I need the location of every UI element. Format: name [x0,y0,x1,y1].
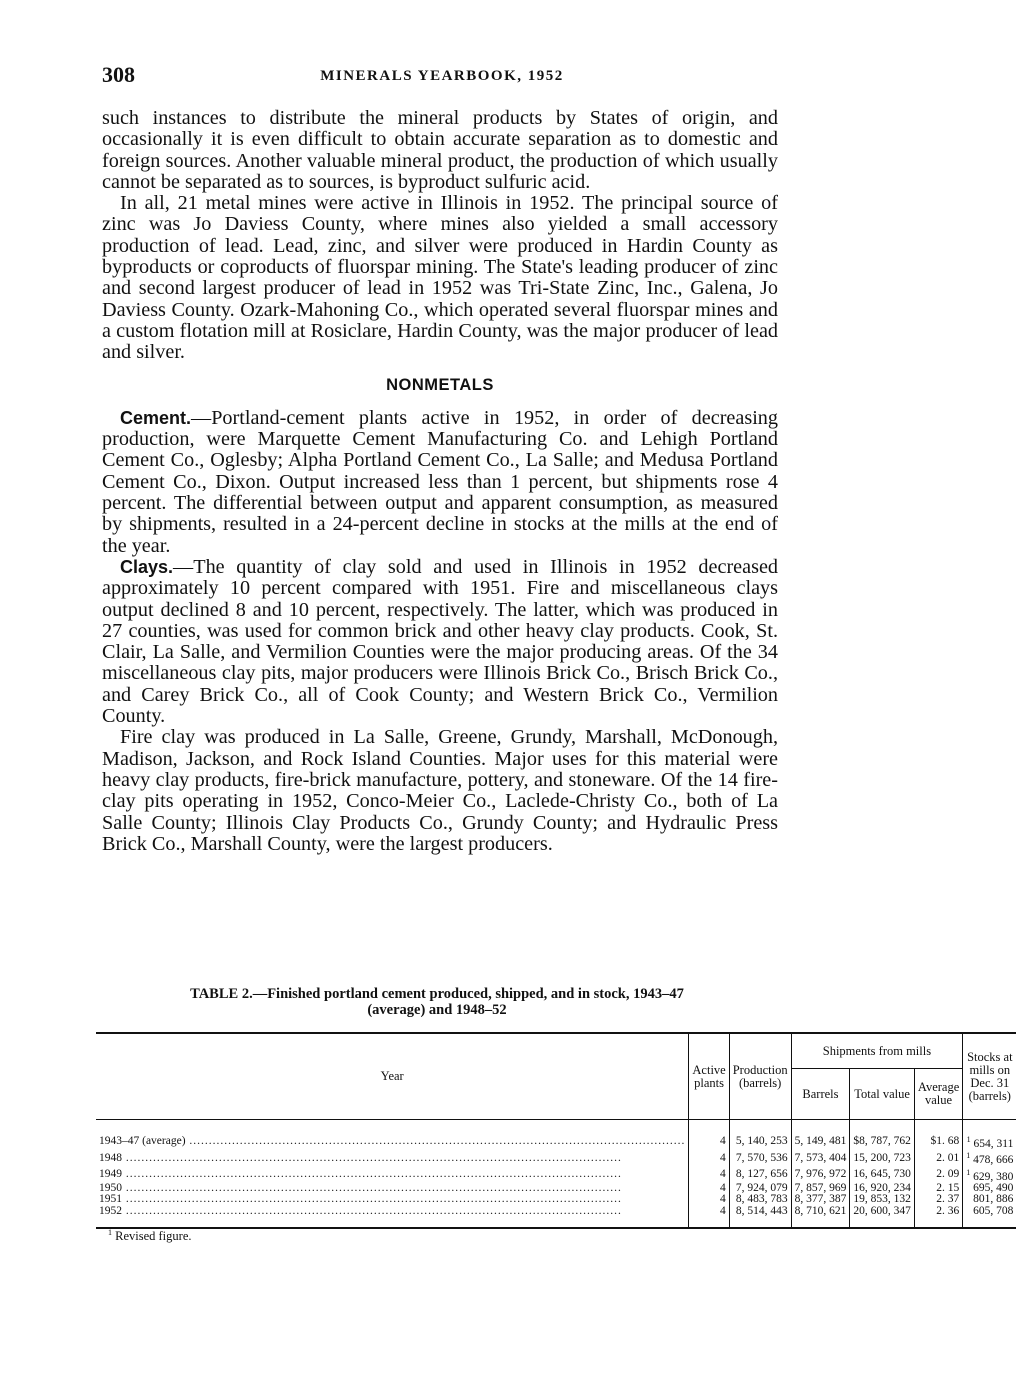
row-total-value: 20, 600, 347 [850,1206,915,1229]
row-production: 8, 514, 443 [729,1206,791,1229]
row-production: 7, 570, 536 [729,1150,791,1166]
row-total-value: 16, 920, 234 [850,1183,915,1195]
row-plants: 4 [689,1120,729,1151]
row-total-value: $8, 787, 762 [850,1120,915,1151]
row-barrels: 8, 377, 387 [791,1194,850,1206]
header-production: Production (barrels) [729,1033,791,1120]
page-number: 308 [102,62,135,87]
paragraph-clays [102,557,778,727]
row-stocks: 654, 311 [973,1137,1014,1150]
footnote-marker: 1 [108,1228,112,1237]
table-caption-line-2: (average) and 1948–52 [367,1002,507,1018]
row-year: 1952 ..... [99,1206,685,1218]
row-year: 1951 ..... [99,1194,685,1206]
header-year: Year [96,1033,689,1120]
row-production: 5, 140, 253 [729,1120,791,1151]
cement-table [96,1032,1016,1229]
paragraph-cement [102,408,778,557]
row-average-value: 2. 09 [914,1167,962,1183]
header-barrels: Barrels [791,1069,850,1120]
table-footnote [108,1228,192,1244]
row-barrels: 7, 573, 404 [791,1150,850,1166]
row-production: 7, 924, 079 [729,1183,791,1195]
table-row [96,1120,1016,1151]
footnote-ref: 1 [966,1151,971,1161]
row-barrels: 8, 710, 621 [791,1206,850,1229]
row-stocks: 629, 380 [973,1170,1014,1183]
row-average-value: 2. 36 [914,1206,962,1229]
page-header [102,62,782,92]
row-stocks: 695, 490 [963,1183,1016,1195]
row-stocks: 801, 886 [963,1194,1016,1206]
row-average-value: 2. 37 [914,1194,962,1206]
table-row [96,1150,1016,1166]
runin-cement: Cement. [120,407,192,428]
row-year: 1943–47 (average) ..... [99,1136,685,1148]
row-year: 1950 ..... [99,1183,685,1195]
row-year: 1949 ..... [99,1169,685,1181]
row-plants: 4 [689,1150,729,1166]
paragraph-continuation: such instances to distribute the mineral products by States of origin, and occasionally it is even difficult to obtain accurate separation as to domestic and foreign sources. Another valuable mineral product, the production of which usually cannot be separated as to sources, is byproduct sulfuric acid. [102,107,778,193]
table-row [96,1206,1016,1229]
row-stocks: 478, 666 [973,1154,1014,1167]
footnote-ref: 1 [966,1167,971,1177]
row-stocks: 605, 708 [963,1206,1016,1229]
row-average-value: 2. 15 [914,1183,962,1195]
paragraph-fire-clay: Fire clay was produced in La Salle, Greene, Grundy, Marshall, McDonough, Madison, Jackson, and Rock Island Counties. Major uses for this material were heavy clay products, fire-brick manufacture, pottery, and stoneware. Of the 14 fire-clay pits operating in 1952, Conco-Meier Co., Laclede-Christy Co., both of La Salle County; Illinois Clay Products Co., Grundy County; and Hydraulic Press Brick Co., Marshall County, were the largest producers. [102,726,778,855]
row-barrels: 5, 149, 481 [791,1120,850,1151]
header-total-value: Total value [850,1069,915,1120]
row-total-value: 15, 200, 723 [850,1150,915,1166]
footnote-ref: 1 [966,1135,971,1144]
running-title: MINERALS YEARBOOK, 1952 [320,68,564,84]
table-caption-line-1: TABLE 2.—Finished portland cement produced, shipped, and in stock, 1943–47 [190,986,684,1002]
header-stocks: Stocks at mills on Dec. 31 (barrels) [963,1033,1016,1120]
row-barrels: 7, 857, 969 [791,1183,850,1195]
clays-text: —The quantity of clay sold and used in Illinois in 1952 decreased approximately 10 percent compared with 1951. Fire and miscellaneous clays output declined 8 and 10 percent, respectively. The latter, which was produced in 27 counties, was used for common brick and other heavy clay products. Cook, St. Clair, La Salle, and Vermilion Counties were the major producing areas. Of the 34 miscellaneous clay pits, major producers were Illinois Brick Co., Brisch Brick Co., and Carey Brick Co., all of Cook County; and Western Brick Co., Vermilion County. [102,555,778,728]
row-production: 8, 127, 656 [729,1167,791,1183]
paragraph-metal-mines: In all, 21 metal mines were active in Illinois in 1952. The principal source of zinc was Jo Daviess County, where mines also yielded a small accessory production of lead. Lead, zinc, and silver were produced in Hardin County as byproducts or coproducts of fluorspar mining. The State's leading producer of zinc and second largest producer of lead in 1952 was Tri-State Zinc, Inc., Galena, Jo Daviess County. Ozark-Mahoning Co., which operated several fluorspar mines and a custom flotation mill at Rosiclare, Hardin County, was the major producer of lead and silver. [102,192,778,364]
row-production: 8, 483, 783 [729,1194,791,1206]
row-total-value: 16, 645, 730 [850,1167,915,1183]
row-plants: 4 [689,1167,729,1183]
row-year: 1948 ..... [99,1153,685,1165]
row-barrels: 7, 976, 972 [791,1167,850,1183]
body-text [102,108,778,855]
header-active-plants: Active plants [689,1033,729,1120]
footnote-text: Revised figure. [115,1229,192,1244]
runin-clays: Clays. [120,556,174,577]
header-average-value: Average value [914,1069,962,1120]
row-average-value: $1. 68 [914,1120,962,1151]
row-plants: 4 [689,1206,729,1229]
row-average-value: 2. 01 [914,1150,962,1166]
table-caption [96,986,778,1018]
row-plants: 4 [689,1194,729,1206]
cement-text: —Portland-cement plants active in 1952, in order of decreasing production, were Marquette Cement Manufacturing Co. and Lehigh Portland Cement Co., Oglesby; Alpha Portland Cement Co., La Salle; and Medusa Portland Cement Co., Dixon. Output increased less than 1 percent, but shipments rose 4 percent. The differential between output and apparent consumption, as measured by shipments, resulted in a 24-percent decline in stocks at the mills at the end of the year. [102,406,778,557]
row-plants: 4 [689,1183,729,1195]
header-shipments-group: Shipments from mills [791,1033,963,1069]
section-heading-nonmetals: NONMETALS [386,375,494,394]
row-total-value: 19, 853, 132 [850,1194,915,1206]
table-row [96,1167,1016,1183]
